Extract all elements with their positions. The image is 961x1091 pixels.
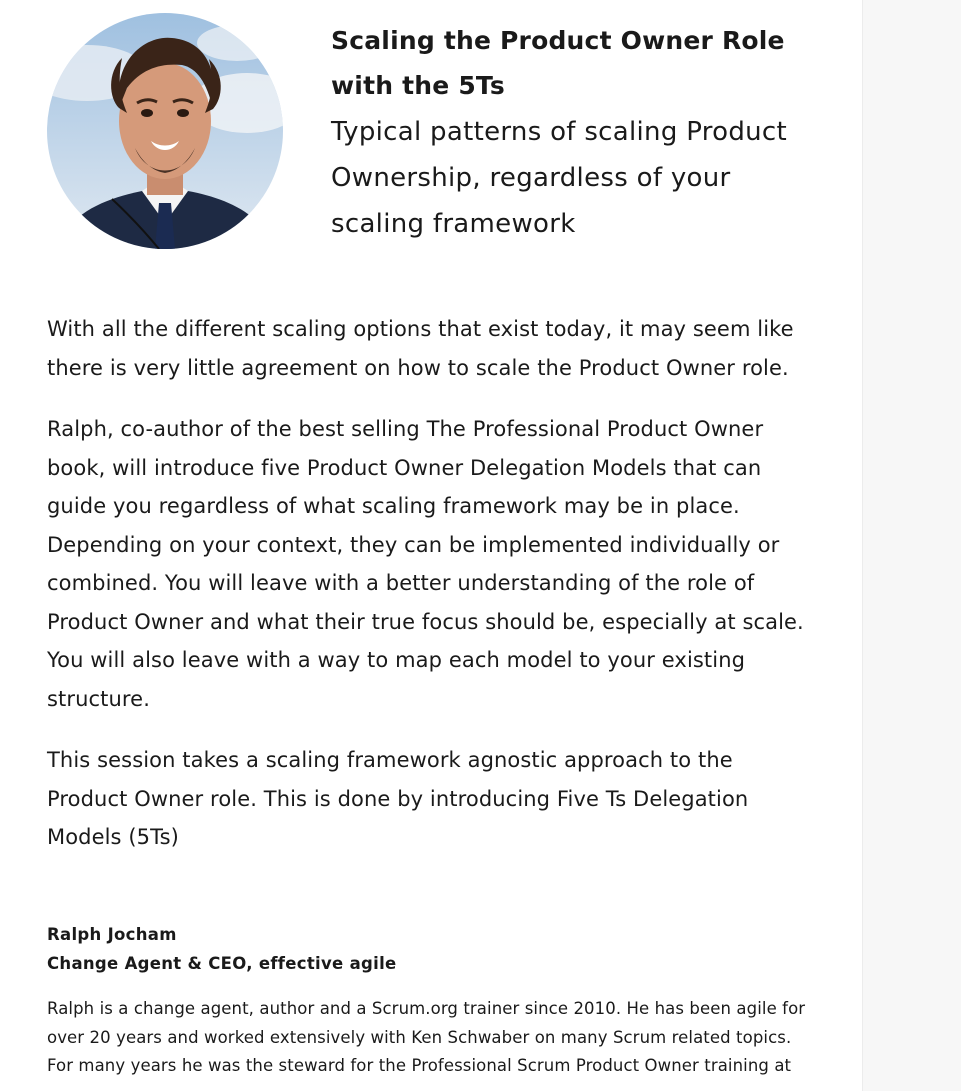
description-paragraph: With all the different scaling options that exist today, it may seem like there is very little agreement on how to scale the Product Owner role. — [47, 317, 794, 380]
description-paragraph: This session takes a scaling framework agnostic approach to the Product Owner role. This is done by introducing Five Ts Delegation Models (5Ts) — [47, 748, 749, 849]
speaker-role: Change Agent & CEO, effective agile — [47, 954, 397, 973]
speaker-avatar — [47, 13, 283, 249]
session-subtitle: Typical patterns of scaling Product Ownership, regardless of your scaling framework — [331, 117, 788, 239]
page-gutter — [862, 0, 961, 1091]
speaker-name: Ralph Jocham — [47, 925, 177, 944]
speaker-photo — [47, 13, 283, 249]
speaker-info — [47, 920, 807, 978]
session-title: Scaling the Product Owner Role with the 5Ts — [331, 26, 785, 100]
description-paragraph: Ralph, co-author of the best selling The Professional Product Owner book, will introduce five Product Owner Delegation Models that can guide you regardless of what scaling framework may be in place. Depending on your context, they can be implemented individually or combined. You will leave with a better understanding of the role of Product Owner and what their true focus should be, especially at scale. You will also leave with a way to map each model to your existing structure. — [47, 417, 804, 711]
speaker-bio: Ralph is a change agent, author and a Scrum.org trainer since 2010. He has been agile for over 20 years and worked extensively with Ken Schwaber on many Scrum related topics. For many years he was the steward for the Professional Scrum Product Owner training at — [47, 999, 806, 1075]
session-description — [47, 310, 807, 880]
